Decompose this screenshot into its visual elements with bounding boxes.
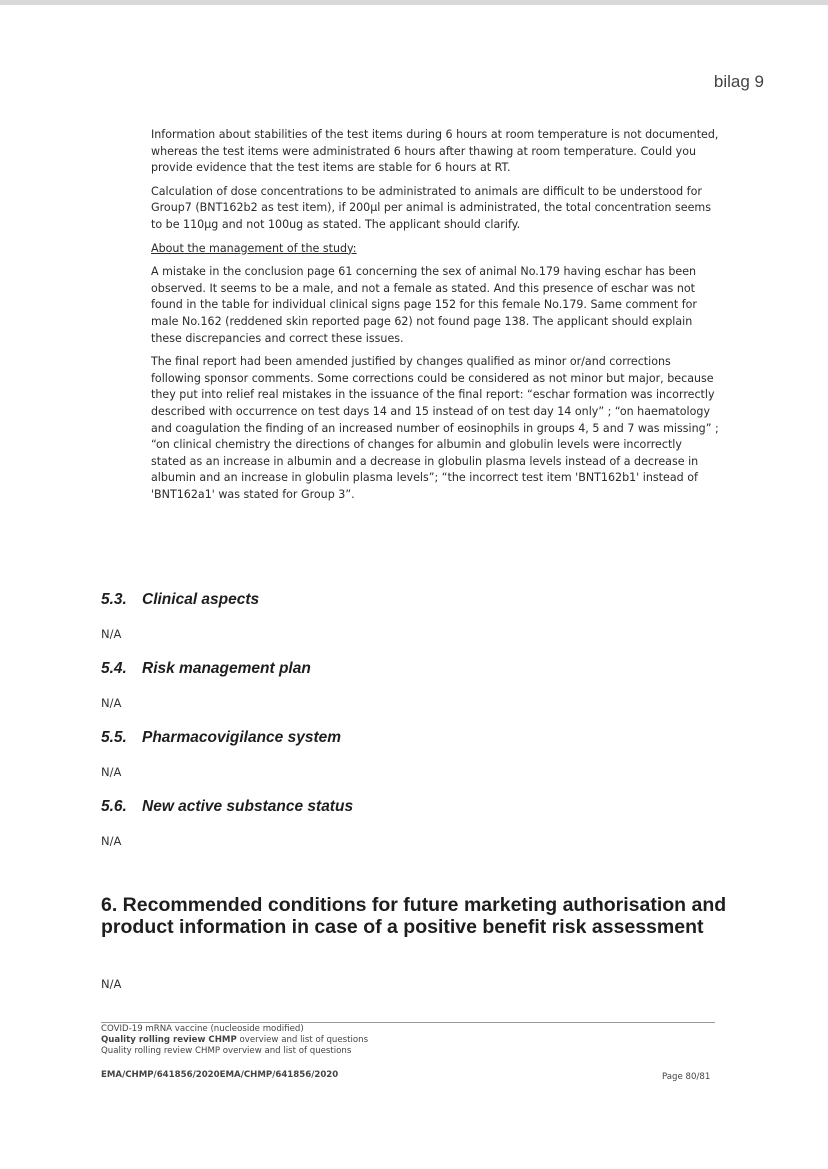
section-body-5-4: N/A <box>101 696 122 710</box>
paragraph-stability: Information about stabilities of the test items during 6 hours at room temperature is not documented, whereas the test items were administrated 6 hours after thawing at room temperature. Could you provide evidence that the test items are stable for 6 hours at RT. <box>151 128 719 175</box>
body-text <box>151 127 719 510</box>
section-heading-5-6 <box>101 798 353 816</box>
footer-reference: EMA/CHMP/641856/2020EMA/CHMP/641856/2020 <box>101 1070 339 1080</box>
footer-block <box>101 1024 368 1057</box>
section-title: Clinical aspects <box>142 591 260 608</box>
section-body-5-6: N/A <box>101 834 122 848</box>
section-heading-5-4 <box>101 660 311 678</box>
section-number: 5.3. <box>101 591 127 608</box>
section-number: 5.4. <box>101 660 127 677</box>
top-border <box>0 0 828 5</box>
section-body-5-5: N/A <box>101 765 122 779</box>
footer-review-rest: overview and list of questions <box>236 1035 369 1045</box>
footer-review-repeat: Quality rolling review CHMP overview and list of questions <box>101 1046 352 1056</box>
footer-review-line <box>101 1035 368 1046</box>
footer-product: COVID-19 mRNA vaccine (nucleoside modified) <box>101 1024 304 1034</box>
page-number: Page 80/81 <box>662 1072 711 1082</box>
paragraph-final-report: The final report had been amended justified by changes qualified as minor or/and corrections following sponsor comments. Some corrections could be considered as not minor but major, because they put into relief real mistakes in the issuance of the final report: “eschar formation was incorrectly described with occurrence on test days 14 and 15 instead of on test day 14 only” ; “on haematology and coagulation the finding of an increased number of eosinophils in groups 4, 5 and 7 was missing” ; “on clinical chemistry the directions of changes for albumin and globulin levels were incorrectly stated as an increase in albumin and a decrease in globulin plasma levels instead of a decrease in albumin and an increase in globulin plasma levels”; “the incorrect test item 'BNT162b1' instead of 'BNT162a1' was stated for Group 3”. <box>151 355 719 501</box>
bilag-label: bilag 9 <box>713 72 764 91</box>
section-title: New active substance status <box>142 798 354 815</box>
section-number: 5.5. <box>101 729 127 746</box>
section-number: 5.6. <box>101 798 127 815</box>
footer-review-bold: Quality rolling review CHMP <box>101 1035 237 1045</box>
paragraph-mistake: A mistake in the conclusion page 61 concerning the sex of animal No.179 having eschar has been observed. It seems to be a male, and not a female as stated. And this presence of eschar was not found in the table for individual clinical signs page 152 for this female No.179. Same comment for male No.162 (reddened skin reported page 62) not found page 138. The applicant should explain these discrepancies and correct these issues. <box>151 265 697 345</box>
section-body-6: N/A <box>101 977 122 991</box>
section-body-5-3: N/A <box>101 627 122 641</box>
section-title: Pharmacovigilance system <box>142 729 342 746</box>
subheading-management: About the management of the study: <box>151 241 357 255</box>
footer-divider <box>101 1022 715 1023</box>
paragraph-dose: Calculation of dose concentrations to be administrated to animals are difficult to be understood for Group7 (BNT162b2 as test item), if 200µl per animal is administrated, the total concentration seems to be 110µg and not 100ug as stated. The applicant should clarify. <box>151 184 711 231</box>
section-title: Risk management plan <box>142 660 311 677</box>
section-heading-5-3 <box>101 591 259 609</box>
section-heading-5-5 <box>101 729 341 747</box>
section-heading-6: 6. Recommended conditions for future marketing authorisation and product information in case of a positive benefit risk assessment <box>101 894 727 938</box>
